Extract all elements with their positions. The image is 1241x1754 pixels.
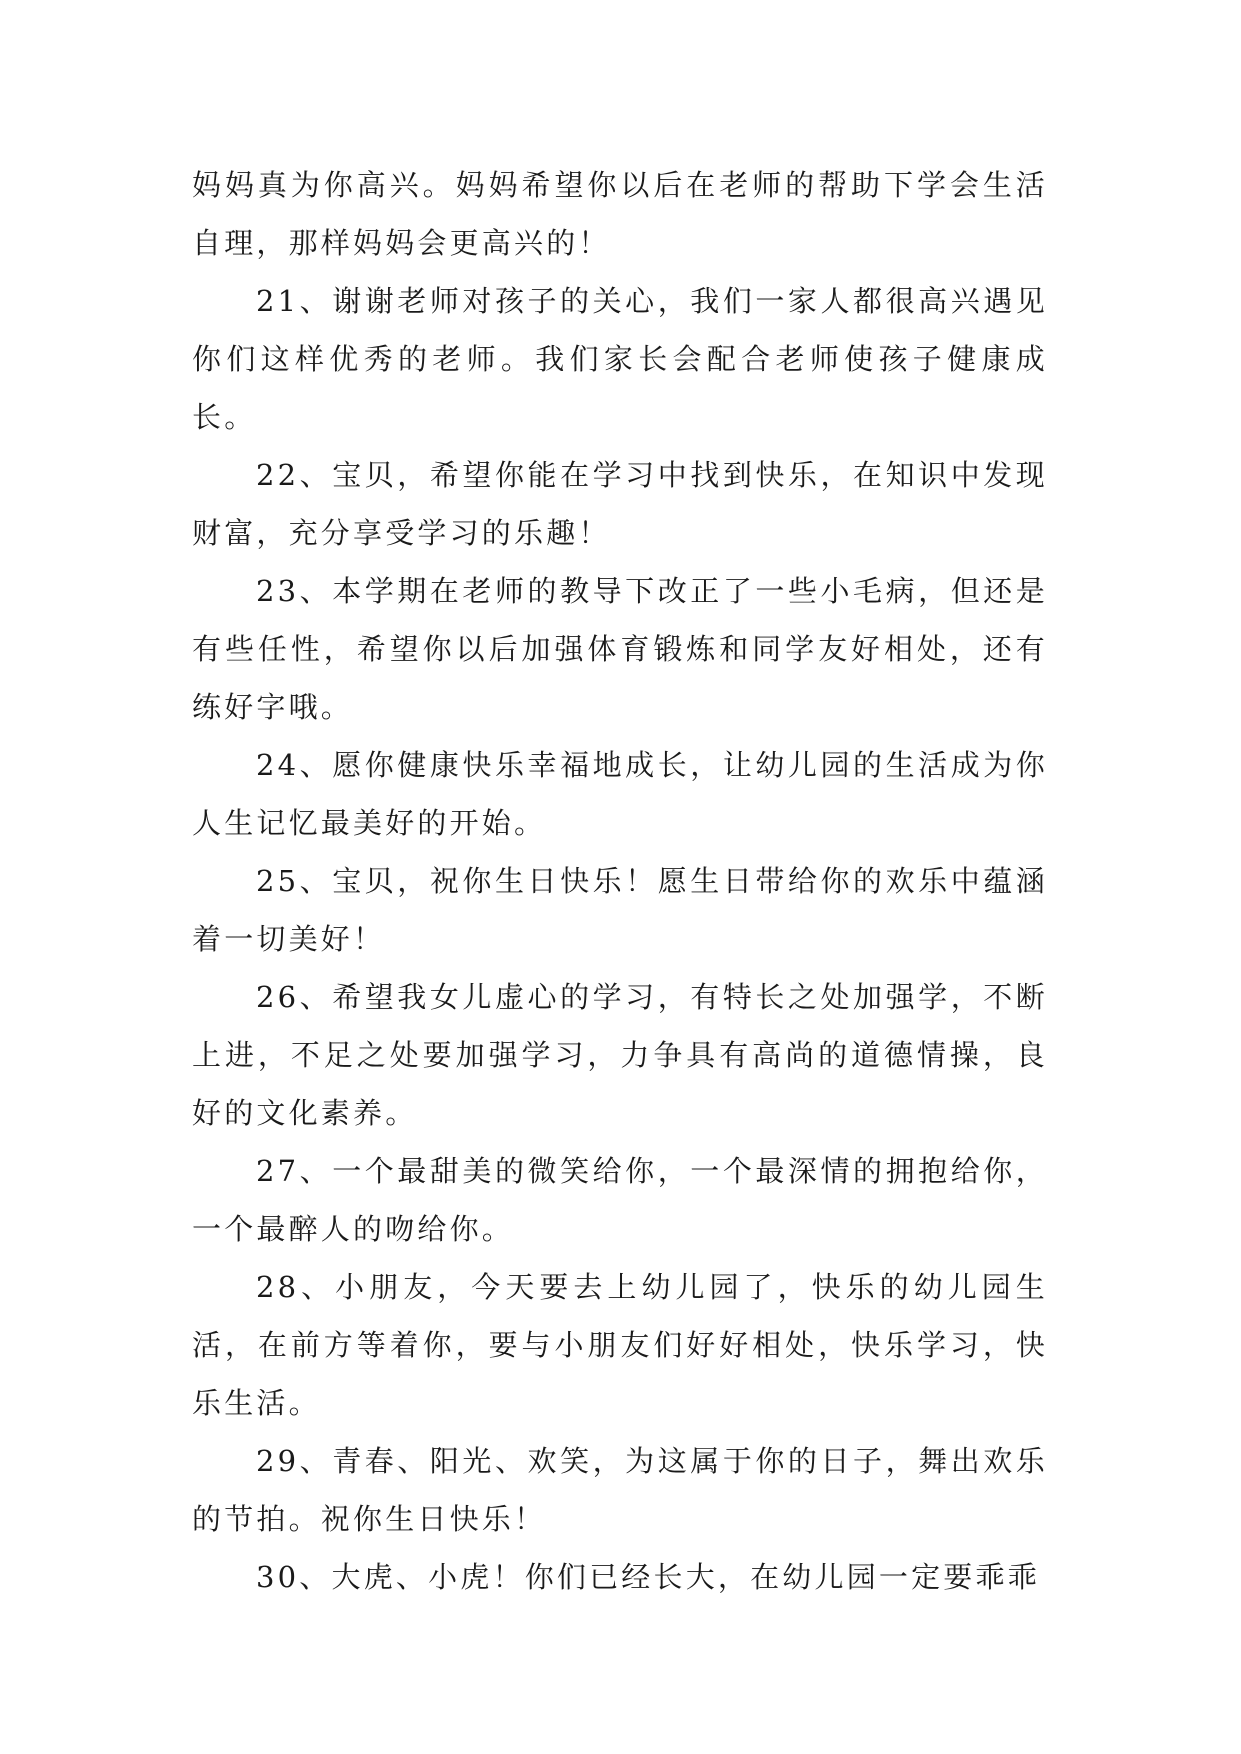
paragraph-22: 22、宝贝，希望你能在学习中找到快乐，在知识中发现财富，充分享受学习的乐趣！ — [192, 458, 1048, 550]
document-body — [192, 156, 1048, 1606]
paragraph-20-continued: 妈妈真为你高兴。妈妈希望你以后在老师的帮助下学会生活自理，那样妈妈会更高兴的！ — [192, 168, 1048, 260]
paragraph-24: 24、愿你健康快乐幸福地成长，让幼儿园的生活成为你人生记忆最美好的开始。 — [192, 748, 1048, 840]
paragraph-23: 23、本学期在老师的教导下改正了一些小毛病，但还是有些任性，希望你以后加强体育锻炼和同学友好相处，还有练好字哦。 — [192, 574, 1048, 724]
paragraph-26: 26、希望我女儿虚心的学习，有特长之处加强学，不断上进，不足之处要加强学习，力争具有高尚的道德情操，良好的文化素养。 — [192, 980, 1048, 1130]
paragraph-28: 28、小朋友，今天要去上幼儿园了，快乐的幼儿园生活，在前方等着你，要与小朋友们好好相处，快乐学习，快乐生活。 — [192, 1270, 1048, 1420]
paragraph-21: 21、谢谢老师对孩子的关心，我们一家人都很高兴遇见你们这样优秀的老师。我们家长会配合老师使孩子健康成长。 — [192, 284, 1048, 434]
paragraph-30: 30、大虎、小虎！你们已经长大，在幼儿园一定要乖乖 — [256, 1560, 1040, 1594]
paragraph-29: 29、青春、阳光、欢笑，为这属于你的日子，舞出欢乐的节拍。祝你生日快乐！ — [192, 1444, 1048, 1536]
paragraph-27: 27、一个最甜美的微笑给你，一个最深情的拥抱给你，一个最醉人的吻给你。 — [192, 1154, 1048, 1246]
paragraph-25: 25、宝贝，祝你生日快乐！愿生日带给你的欢乐中蕴涵着一切美好！ — [192, 864, 1048, 956]
